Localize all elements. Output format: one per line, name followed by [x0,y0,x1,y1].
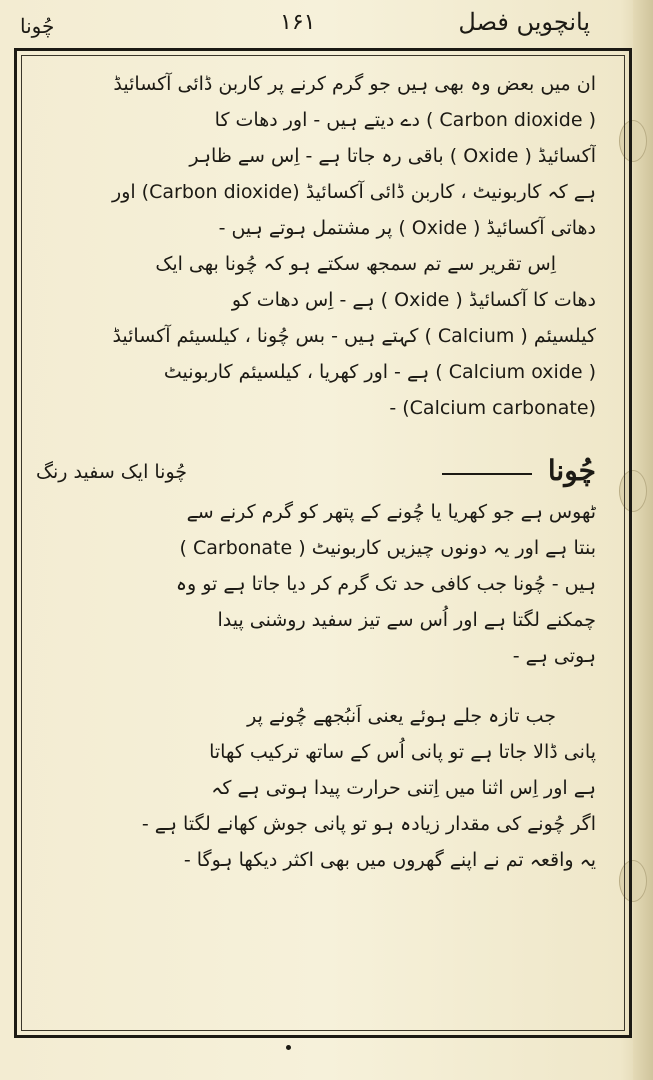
text-line: ہیں - چُونا جب کافی حد تک گرم کر دیا جاتا ہے تو وہ [175,573,596,595]
page-body [36,66,596,878]
text-line: چمکنے لگتا ہے اور اُس سے تیز سفید روشنی پیدا [217,609,596,631]
section-heading-line [36,450,596,494]
text-line: ( Calcium oxide ) ہے - اور کھریا ، کیلسیئم کاربونیٹ [163,361,596,383]
text-line-start: چُونا ایک سفید رنگ [36,461,188,483]
paragraph-1 [36,66,596,246]
paragraph-3 [36,450,596,674]
paragraph-4 [36,698,596,878]
text-line: ( Carbon dioxide ) دے دیتے ہیں - اور دھات کا [214,109,596,131]
text-line: ٹھوس ہے جو کھریا یا چُونے کے پتھر کو گرم کرنے سے [186,501,596,523]
heading-dash [442,473,532,475]
text-line: بنتا ہے اور یہ دونوں چیزیں کاربونیٹ ( Carbonate ) [179,537,596,559]
text-line: ہوتی ہے - [512,645,596,667]
text-line: (Calcium carbonate) - [389,397,596,419]
text-line: آکسائیڈ ( Oxide ) باقی رہ جاتا ہے - اِس سے ظاہر [189,145,596,167]
text-line: ہے کہ کاربونیٹ ، کاربن ڈائی آکسائیڈ (Carbon dioxide) اور [112,181,596,203]
section-heading: چُونا [547,453,596,487]
text-line: اِس تقریر سے تم سمجھ سکتے ہو کہ چُونا بھی ایک [155,253,556,275]
text-line: ان میں بعض وہ بھی ہیں جو گرم کرنے پر کاربن ڈائی آکسائیڈ [113,73,596,95]
running-topic: چُونا [20,14,55,38]
paragraph-2 [36,246,596,426]
text-line: اگر چُونے کی مقدار زیادہ ہو تو پانی جوش کھانے لگتا ہے - [141,813,596,835]
text-line: دھات کا آکسائیڈ ( Oxide ) ہے - اِس دھات کو [231,289,596,311]
text-line: یہ واقعہ تم نے اپنے گھروں میں بھی اکثر دیکھا ہوگا - [183,849,596,871]
ink-dot [286,1045,291,1050]
text-line: کیلسیئم ( Calcium ) کہتے ہیں - بس چُونا ، کیلسیئم آکسائیڈ [112,325,596,347]
page-number: ۱۶۱ [280,10,316,35]
text-line: ہے اور اِس اثنا میں اِتنی حرارت پیدا ہوتی ہے کہ [211,777,596,799]
text-line: دھاتی آکسائیڈ ( Oxide ) پر مشتمل ہوتے ہیں - [218,217,596,239]
text-line: جب تازہ جلے ہوئے یعنی اَنبُجھے چُونے پر [247,705,556,727]
page-binding [633,0,653,1080]
page-header [20,6,610,42]
chapter-title: پانچویں فصل [458,8,590,36]
text-line: پانی ڈالا جاتا ہے تو پانی اُس کے ساتھ ترکیب کھاتا [209,741,596,763]
